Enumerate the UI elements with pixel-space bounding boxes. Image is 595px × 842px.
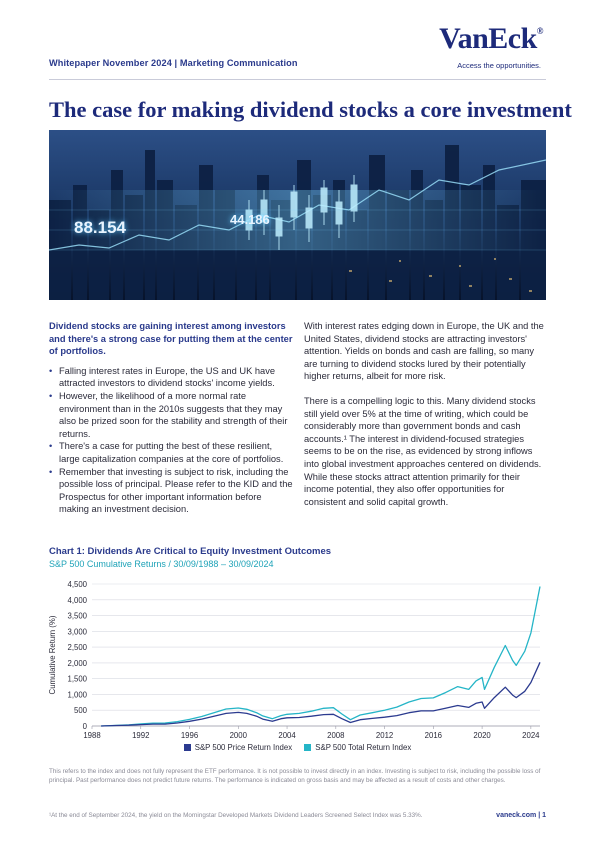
x-tick-label: 2016: [424, 731, 443, 740]
hero-number-2: 44.186: [230, 212, 270, 227]
y-tick-label: 0: [82, 722, 87, 731]
chart-subtitle: S&P 500 Cumulative Returns / 30/09/1988 – 30/09/2024: [49, 559, 274, 569]
logo-registered-mark: ®: [536, 26, 543, 36]
chart-title: Chart 1: Dividends Are Critical to Equity Investment Outcomes: [49, 546, 332, 557]
y-tick-label: 3,000: [67, 627, 87, 637]
page-title: The case for making dividend stocks a core investment: [49, 97, 572, 122]
header-divider: [49, 79, 546, 80]
key-points-list: [49, 365, 294, 516]
left-column: [49, 320, 294, 516]
y-axis-label: Cumulative Return (%): [48, 615, 57, 695]
logo-wordmark: [439, 22, 543, 56]
y-tick-label: 500: [73, 706, 87, 716]
y-tick-label: 3,500: [67, 611, 87, 621]
key-point: • Falling interest rates in Europe, the US and UK have attracted investors to dividend stocks' income yields.: [49, 365, 294, 390]
y-tick-label: 2,500: [67, 643, 87, 653]
legend-label-price: S&P 500 Price Return Index: [194, 743, 293, 752]
vaneck-logo: [423, 22, 543, 72]
key-point: • Remember that investing is subject to risk, including the possible loss of principal. Please refer to the KID and the Prospectus for other important information before making an investment decision.: [49, 466, 294, 516]
cumulative-returns-chart: [40, 572, 550, 762]
hero-illustration: [49, 130, 546, 300]
legend-swatch-price: [184, 744, 191, 751]
y-tick-label: 1,500: [67, 674, 87, 684]
x-tick-label: 1996: [180, 731, 199, 740]
hero-number-1: 88.154: [74, 218, 126, 237]
x-tick-label: 2008: [327, 731, 345, 740]
hero-image-city-stocks: [49, 130, 546, 300]
key-point: • However, the likelihood of a more normal rate environment than in the 2010s suggests that they may also be prized soon for the stability and strength of their returns.: [49, 390, 294, 440]
legend-item-total: [304, 743, 411, 752]
x-tick-label: 2004: [278, 731, 296, 740]
logo-name: VanEck: [439, 22, 537, 55]
logo-tagline: Access the opportunities.: [457, 61, 541, 70]
yield-footnote: ¹At the end of September 2024, the yield on the Morningstar Developed Markets Dividend Leaders Screened Select Index was 5.33%.: [49, 812, 423, 819]
site-page-number: vaneck.com | 1: [496, 812, 546, 819]
body-paragraph: With interest rates edging down in Europe, the UK and the United States, dividend stocks are attracting investors' attention. Yields on bonds and cash are falling, so many are turning to dividend stocks lured by their potentially higher returns, albeit for more risk.: [304, 321, 544, 382]
body-paragraph: There is a compelling logic to this. Many dividend stocks still yield over 5% at the time of writing, which could be considerably more than government bonds and cash accounts.¹ The interest in dividend-focused strategies seems to be on the rise, as evidenced by strong inflows into global investment approaches centered on dividends. While these stocks attract attention primarily for their income potential, they also offer opportunities for consistent and solid capital growth.: [304, 395, 542, 507]
x-tick-label: 2024: [522, 731, 540, 740]
document-meta: Whitepaper November 2024 | Marketing Communication: [49, 58, 298, 68]
x-tick-label: 2012: [375, 731, 394, 740]
y-tick-label: 4,500: [67, 580, 87, 589]
x-tick-label: 1992: [132, 731, 150, 740]
legend-swatch-total: [304, 744, 311, 751]
x-tick-label: 1988: [83, 731, 101, 740]
y-tick-label: 2,000: [67, 658, 87, 668]
disclaimer-footnote: This refers to the index and does not fully represent the ETF performance. It is not possible to invest directly in an index. Investing is subject to risk, including the possible loss of principal. Past performance does not predict future returns. The performance is indicated on gross basis and may be affected as a result of costs and other charges.: [49, 768, 541, 784]
key-point: • There's a case for putting the best of these resilient, large capitalization companies at the core of portfolios.: [49, 440, 294, 465]
x-tick-label: 2020: [473, 731, 491, 740]
legend-label-total: S&P 500 Total Return Index: [315, 743, 412, 752]
right-column: [304, 320, 544, 520]
x-tick-label: 2000: [229, 731, 247, 740]
y-tick-label: 4,000: [67, 595, 87, 605]
legend-item-price: [184, 743, 292, 752]
chart-legend: [0, 743, 595, 753]
y-tick-label: 1,000: [67, 690, 87, 700]
chart-canvas: [40, 572, 550, 762]
lead-paragraph: Dividend stocks are gaining interest among investors and there's a strong case for putting them at the center of portfolios.: [49, 321, 293, 357]
